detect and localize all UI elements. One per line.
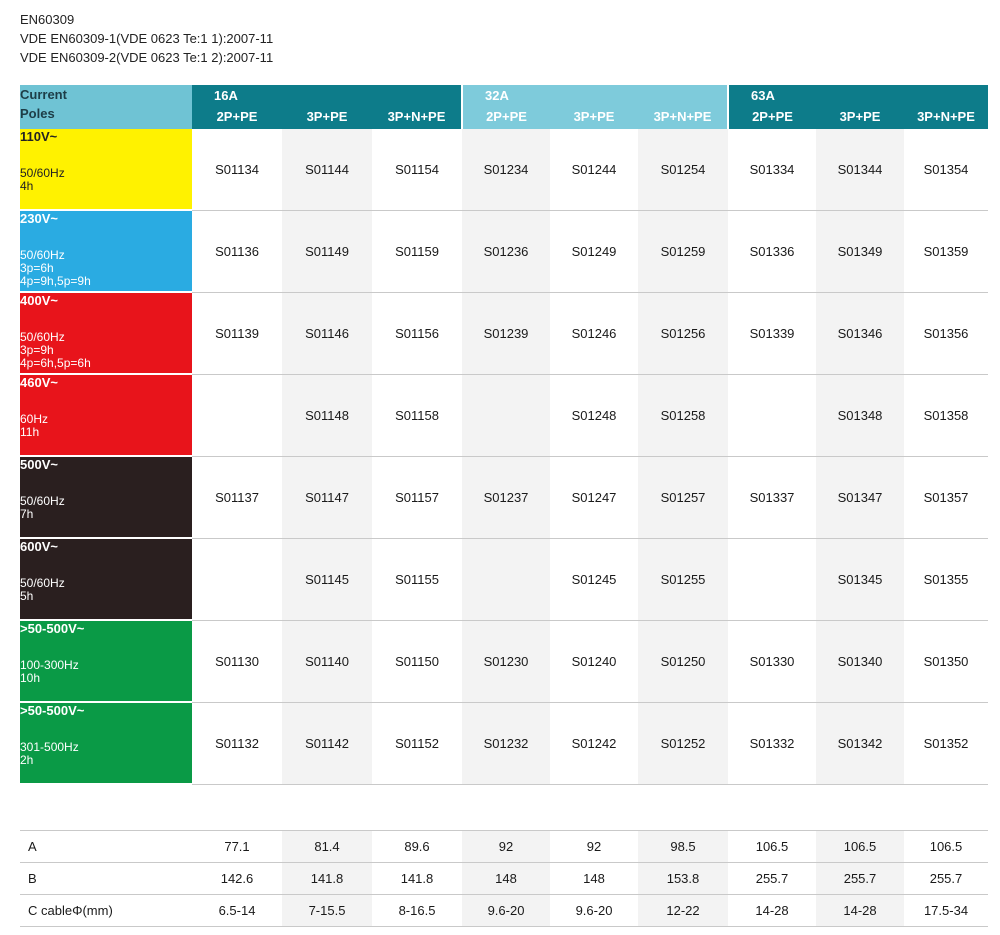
product-code-cell: S01237 (462, 456, 550, 538)
header-63a-3p (816, 85, 904, 129)
header-32a-3pn (638, 85, 728, 129)
product-code-cell: S01348 (816, 374, 904, 456)
header-16a-2p (192, 85, 282, 129)
product-code-cell: S01158 (372, 374, 462, 456)
voltage-detail: 4h (20, 179, 34, 193)
dimension-value: 148 (550, 863, 638, 895)
dimension-value: 255.7 (904, 863, 988, 895)
dimension-value: 106.5 (904, 831, 988, 863)
pole-label: 2P+PE (486, 109, 527, 124)
dimension-value: 81.4 (282, 831, 372, 863)
product-code-cell: S01339 (728, 292, 816, 374)
pole-label: 2P+PE (216, 109, 258, 124)
product-code-cell: S01150 (372, 620, 462, 702)
product-code-cell (192, 374, 282, 456)
header-row (20, 85, 988, 129)
dimension-value: 7-15.5 (282, 895, 372, 927)
dimension-value: 8-16.5 (372, 895, 462, 927)
product-code-cell (728, 374, 816, 456)
header-63a-3pn (904, 85, 988, 129)
voltage-label: 600V~ (20, 539, 58, 554)
amp-label: 32A (485, 88, 509, 103)
product-code-cell: S01256 (638, 292, 728, 374)
pole-label: 2P+PE (752, 109, 793, 124)
voltage-detail: 50/60Hz (20, 166, 65, 180)
voltage-cell (20, 702, 192, 784)
product-code-cell: S01154 (372, 129, 462, 210)
table-row (20, 620, 988, 702)
dimension-row (20, 895, 988, 927)
product-code-cell: S01137 (192, 456, 282, 538)
product-code-cell: S01142 (282, 702, 372, 784)
dimension-value: 92 (550, 831, 638, 863)
table-row (20, 210, 988, 292)
product-code-cell: S01346 (816, 292, 904, 374)
product-code-cell: S01152 (372, 702, 462, 784)
product-code-cell: S01349 (816, 210, 904, 292)
dimension-value: 141.8 (282, 863, 372, 895)
product-code-cell: S01140 (282, 620, 372, 702)
dimension-value: 17.5-34 (904, 895, 988, 927)
product-code-cell: S01345 (816, 538, 904, 620)
dimension-value: 89.6 (372, 831, 462, 863)
dimension-value: 255.7 (816, 863, 904, 895)
product-code-cell: S01354 (904, 129, 988, 210)
voltage-label: 230V~ (20, 211, 58, 226)
dimension-value: 98.5 (638, 831, 728, 863)
voltage-detail: 4p=9h,5p=9h (20, 274, 91, 288)
dimension-value: 6.5-14 (192, 895, 282, 927)
product-code-cell: S01147 (282, 456, 372, 538)
product-code-cell: S01156 (372, 292, 462, 374)
product-code-cell: S01230 (462, 620, 550, 702)
dimension-label: B (20, 863, 192, 895)
dimension-value: 153.8 (638, 863, 728, 895)
product-code-cell: S01130 (192, 620, 282, 702)
product-code-cell (728, 538, 816, 620)
voltage-detail: 3p=6h (20, 261, 54, 275)
pole-label: 3P+PE (306, 109, 348, 124)
pole-label: 3P+N+PE (653, 109, 712, 124)
poles-label: Poles (20, 106, 55, 121)
voltage-detail: 7h (20, 507, 34, 521)
product-code-cell: S01337 (728, 456, 816, 538)
dimensions-table (20, 830, 988, 927)
product-code-cell: S01347 (816, 456, 904, 538)
table-row (20, 292, 988, 374)
voltage-label: 500V~ (20, 457, 58, 472)
product-code-cell: S01242 (550, 702, 638, 784)
product-code-cell: S01250 (638, 620, 728, 702)
product-code-cell: S01258 (638, 374, 728, 456)
product-code-cell: S01144 (282, 129, 372, 210)
current-label: Current (20, 87, 67, 102)
voltage-detail: 50/60Hz (20, 330, 65, 344)
product-code-cell (192, 538, 282, 620)
pole-label: 3P+PE (839, 109, 881, 124)
product-code-cell: S01257 (638, 456, 728, 538)
header-label-cell (20, 85, 192, 129)
product-code-cell: S01332 (728, 702, 816, 784)
product-code-cell: S01244 (550, 129, 638, 210)
dimension-value: 148 (462, 863, 550, 895)
table-row (20, 374, 988, 456)
product-code-cell: S01139 (192, 292, 282, 374)
pole-label: 3P+PE (573, 109, 615, 124)
product-code-cell: S01232 (462, 702, 550, 784)
product-table (20, 85, 988, 785)
voltage-label: 460V~ (20, 375, 58, 390)
dimension-value: 77.1 (192, 831, 282, 863)
dimension-value: 141.8 (372, 863, 462, 895)
product-code-cell: S01336 (728, 210, 816, 292)
dimension-label: C cableΦ(mm) (20, 895, 192, 927)
amp-label: 63A (751, 88, 775, 103)
product-code-cell: S01357 (904, 456, 988, 538)
dimension-value: 12-22 (638, 895, 728, 927)
voltage-detail: 10h (20, 671, 41, 685)
voltage-label: 400V~ (20, 293, 58, 308)
product-code-cell: S01344 (816, 129, 904, 210)
dimension-row (20, 863, 988, 895)
product-code-cell: S01149 (282, 210, 372, 292)
dimension-value: 106.5 (816, 831, 904, 863)
product-code-cell: S01356 (904, 292, 988, 374)
product-code-cell: S01246 (550, 292, 638, 374)
product-code-cell: S01254 (638, 129, 728, 210)
product-code-cell: S01136 (192, 210, 282, 292)
voltage-cell (20, 456, 192, 538)
product-code-cell: S01132 (192, 702, 282, 784)
amp-label: 16A (214, 88, 238, 103)
voltage-detail: 50/60Hz (20, 576, 65, 590)
voltage-detail: 50/60Hz (20, 494, 65, 508)
product-code-cell: S01355 (904, 538, 988, 620)
table-row (20, 538, 988, 620)
table-row (20, 456, 988, 538)
product-code-cell: S01157 (372, 456, 462, 538)
product-code-cell: S01134 (192, 129, 282, 210)
pole-label: 3P+N+PE (387, 109, 446, 124)
header-63a-2p (728, 85, 816, 129)
product-code-cell: S01352 (904, 702, 988, 784)
product-code-cell: S01159 (372, 210, 462, 292)
product-code-cell: S01330 (728, 620, 816, 702)
dimension-value: 142.6 (192, 863, 282, 895)
header-16a-3p (282, 85, 372, 129)
dimension-label: A (20, 831, 192, 863)
product-code-cell: S01334 (728, 129, 816, 210)
voltage-cell (20, 210, 192, 292)
voltage-detail: 2h (20, 753, 34, 767)
voltage-detail: 3p=9h (20, 343, 54, 357)
voltage-cell (20, 620, 192, 702)
product-code-cell: S01358 (904, 374, 988, 456)
product-code-cell: S01245 (550, 538, 638, 620)
voltage-detail: 100-300Hz (20, 658, 79, 672)
header-16a-3pn (372, 85, 462, 129)
product-code-cell: S01148 (282, 374, 372, 456)
voltage-detail: 50/60Hz (20, 248, 65, 262)
product-code-cell: S01155 (372, 538, 462, 620)
voltage-detail: 5h (20, 589, 34, 603)
product-code-cell: S01252 (638, 702, 728, 784)
voltage-label: 110V~ (20, 129, 58, 144)
voltage-detail: 301-500Hz (20, 740, 79, 754)
product-code-cell: S01359 (904, 210, 988, 292)
dimension-value: 106.5 (728, 831, 816, 863)
voltage-cell (20, 538, 192, 620)
dimension-value: 9.6-20 (462, 895, 550, 927)
dimension-value: 255.7 (728, 863, 816, 895)
dimension-value: 14-28 (816, 895, 904, 927)
product-code-cell: S01340 (816, 620, 904, 702)
voltage-detail: 4p=6h,5p=6h (20, 356, 91, 370)
product-code-cell: S01350 (904, 620, 988, 702)
product-code-cell: S01234 (462, 129, 550, 210)
dimension-value: 14-28 (728, 895, 816, 927)
dimension-value: 92 (462, 831, 550, 863)
standards-block (20, 10, 273, 67)
product-code-cell: S01146 (282, 292, 372, 374)
product-code-cell: S01240 (550, 620, 638, 702)
voltage-cell (20, 129, 192, 210)
dimension-row (20, 831, 988, 863)
standard-line: EN60309 (20, 12, 75, 27)
product-code-cell: S01247 (550, 456, 638, 538)
header-32a-3p (550, 85, 638, 129)
standard-line: VDE EN60309-2(VDE 0623 Te:1 2):2007-11 (20, 50, 274, 65)
voltage-cell (20, 374, 192, 456)
voltage-cell (20, 292, 192, 374)
product-code-cell: S01145 (282, 538, 372, 620)
dimension-value: 9.6-20 (550, 895, 638, 927)
product-code-cell (462, 538, 550, 620)
product-code-cell: S01248 (550, 374, 638, 456)
pole-label: 3P+N+PE (917, 109, 975, 124)
voltage-detail: 60Hz (20, 412, 49, 426)
product-code-cell: S01236 (462, 210, 550, 292)
table-row (20, 702, 988, 784)
product-code-cell (462, 374, 550, 456)
standard-line: VDE EN60309-1(VDE 0623 Te:1 1):2007-11 (20, 31, 274, 46)
header-32a-2p (462, 85, 550, 129)
product-code-cell: S01239 (462, 292, 550, 374)
product-code-cell: S01259 (638, 210, 728, 292)
product-code-cell: S01255 (638, 538, 728, 620)
product-code-cell: S01249 (550, 210, 638, 292)
voltage-label: >50-500V~ (20, 621, 85, 636)
product-code-cell: S01342 (816, 702, 904, 784)
table-row (20, 129, 988, 210)
voltage-detail: 11h (20, 425, 40, 439)
voltage-label: >50-500V~ (20, 703, 85, 718)
